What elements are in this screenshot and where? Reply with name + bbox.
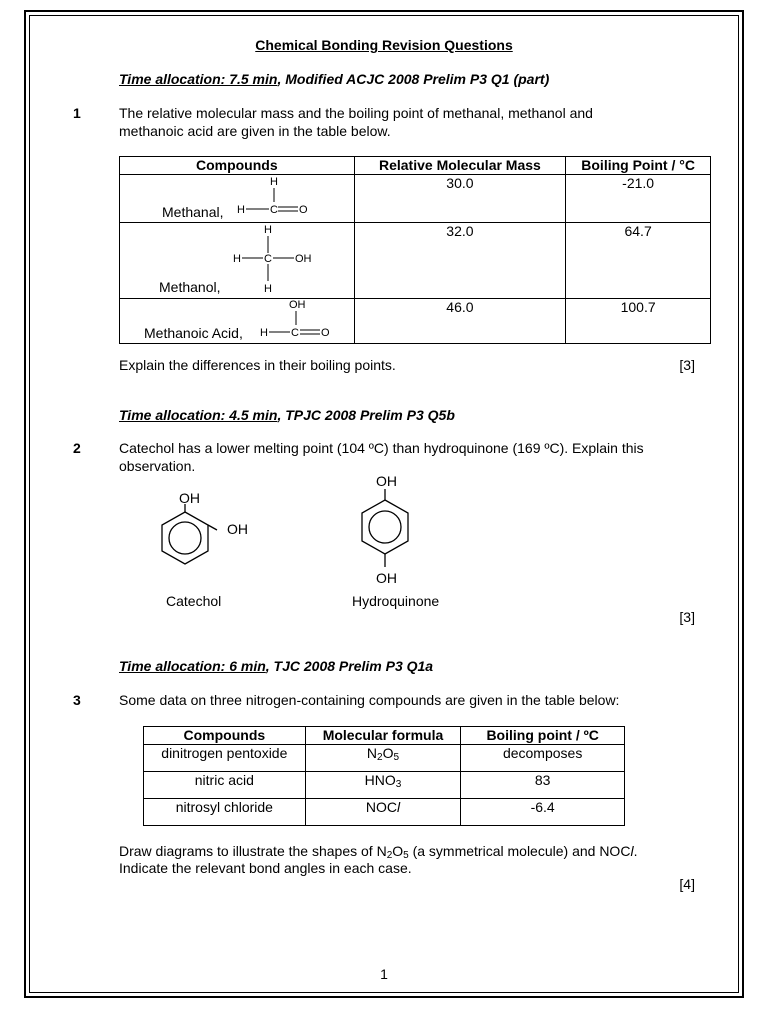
page-number: 1: [380, 966, 388, 982]
q3-time-allocation: Time allocation: 6 min, TJC 2008 Prelim P3 Q1a: [119, 658, 434, 674]
q3-instruction-line1: Draw diagrams to illustrate the shapes of $N_2O_5$ (a symmetrical molecule) and NOCl.: [119, 843, 638, 861]
q3-row-hno3: [144, 772, 625, 799]
methanoic-atom-c: C: [291, 327, 299, 339]
methanoic-acid-label: Methanoic Acid,: [144, 325, 243, 341]
q1-cell-methanal: [120, 175, 355, 223]
hydroquinone-label: Hydroquinone: [352, 593, 440, 609]
methanal-structure: [230, 175, 330, 221]
q1-header-compounds: Compounds: [120, 157, 355, 175]
methanal-atom-o: O: [299, 204, 308, 216]
q1-number: 1: [73, 105, 81, 121]
q1-cell-methanol: [120, 223, 355, 299]
methanol-atom-h-top: H: [264, 224, 272, 236]
catechol-aromatic-circle: [169, 522, 201, 554]
q1-methanol-bp: 64.7: [566, 223, 711, 299]
hydroquinone-aromatic-circle: [369, 511, 401, 543]
q3-header-compounds: Compounds: [144, 727, 306, 745]
q3-hno3-bp: 83: [461, 772, 625, 799]
q1-table: [119, 156, 711, 344]
methanal-atom-h-top: H: [270, 176, 278, 188]
q1-time-allocation: Time allocation: 7.5 min, Modified ACJC 2008 Prelim P3 Q1 (part): [119, 71, 550, 87]
catechol-oh-right: OH: [227, 521, 248, 537]
q1-header-bp: Boiling Point / °C: [566, 157, 711, 175]
q1-row-methanol: [120, 223, 711, 299]
q3-nocl-bp: -6.4: [461, 799, 625, 826]
q3-table: [143, 726, 625, 826]
q1-methanoic-bp: 100.7: [566, 299, 711, 344]
q1-text-line2: methanoic acid are given in the table below.: [119, 123, 391, 139]
methanol-atom-h-left: H: [233, 253, 241, 265]
catechol-oh-top: OH: [179, 492, 200, 506]
q1-cell-methanoic-acid: [120, 299, 355, 344]
methanol-label: Methanol,: [159, 279, 221, 295]
q3-nocl-formula: NOCl: [305, 799, 461, 826]
methanal-atom-h-left: H: [237, 204, 245, 216]
q3-row-n2o5: [144, 745, 625, 772]
q3-header-formula: Molecular formula: [305, 727, 461, 745]
catechol-structure: [150, 492, 260, 582]
methanal-label: Methanal,: [162, 204, 224, 220]
q2-marks: [3]: [679, 609, 695, 625]
methanol-atom-c: C: [264, 253, 272, 265]
q2-text-line1: Catechol has a lower melting point (104 ºC) than hydroquinone (169 ºC). Explain this: [119, 440, 644, 456]
q2-time-allocation: Time allocation: 4.5 min, TPJC 2008 Prelim P3 Q5b: [119, 407, 455, 423]
q3-hno3-name: nitric acid: [144, 772, 306, 799]
page-title: Chemical Bonding Revision Questions: [255, 37, 513, 53]
q3-hno3-formula: $HNO_3$: [305, 772, 461, 799]
q1-methanol-mass: 32.0: [354, 223, 566, 299]
catechol-bond-oh2: [208, 525, 217, 530]
q1-row-methanal: [120, 175, 711, 223]
methanal-atom-c: C: [270, 204, 278, 216]
hydroquinone-oh-top: OH: [376, 473, 397, 489]
q2-text-line2: observation.: [119, 458, 196, 474]
q3-intro: Some data on three nitrogen-containing compounds are given in the table below:: [119, 692, 620, 708]
q3-nocl-name: nitrosyl chloride: [144, 799, 306, 826]
q3-marks: [4]: [679, 876, 695, 892]
q1-header-mass: Relative Molecular Mass: [354, 157, 566, 175]
q3-instruction-line2: Indicate the relevant bond angles in each case.: [119, 860, 412, 876]
q3-row-nocl: [144, 799, 625, 826]
q1-marks: [3]: [679, 357, 695, 373]
catechol-label: Catechol: [166, 593, 222, 609]
methanoic-atom-o: O: [321, 327, 330, 339]
q3-n2o5-bp: decomposes: [461, 745, 625, 772]
q1-methanoic-mass: 46.0: [354, 299, 566, 344]
methanol-structure: [228, 223, 328, 295]
q3-n2o5-formula: $N_2O_5$: [305, 745, 461, 772]
q3-n2o5-name: dinitrogen pentoxide: [144, 745, 306, 772]
hydroquinone-structure: [345, 472, 435, 590]
q1-text-line1: The relative molecular mass and the boiling point of methanal, methanol and: [119, 105, 593, 121]
methanoic-atom-h: H: [260, 327, 268, 339]
methanoic-atom-oh: OH: [289, 299, 306, 311]
q1-row-methanoic-acid: [120, 299, 711, 344]
hydroquinone-oh-bottom: OH: [376, 570, 397, 586]
q1-table-header-row: [120, 157, 711, 175]
q1-methanal-bp: -21.0: [566, 175, 711, 223]
methanol-atom-oh: OH: [295, 253, 312, 265]
q1-methanal-mass: 30.0: [354, 175, 566, 223]
methanol-atom-h-bottom: H: [264, 283, 272, 295]
q3-table-header-row: [144, 727, 625, 745]
q2-number: 2: [73, 440, 81, 456]
methanoic-acid-structure: [256, 299, 356, 343]
q1-question: Explain the differences in their boiling points.: [119, 357, 396, 373]
q3-number: 3: [73, 692, 81, 708]
q3-header-bp: Boiling point / ºC: [461, 727, 625, 745]
